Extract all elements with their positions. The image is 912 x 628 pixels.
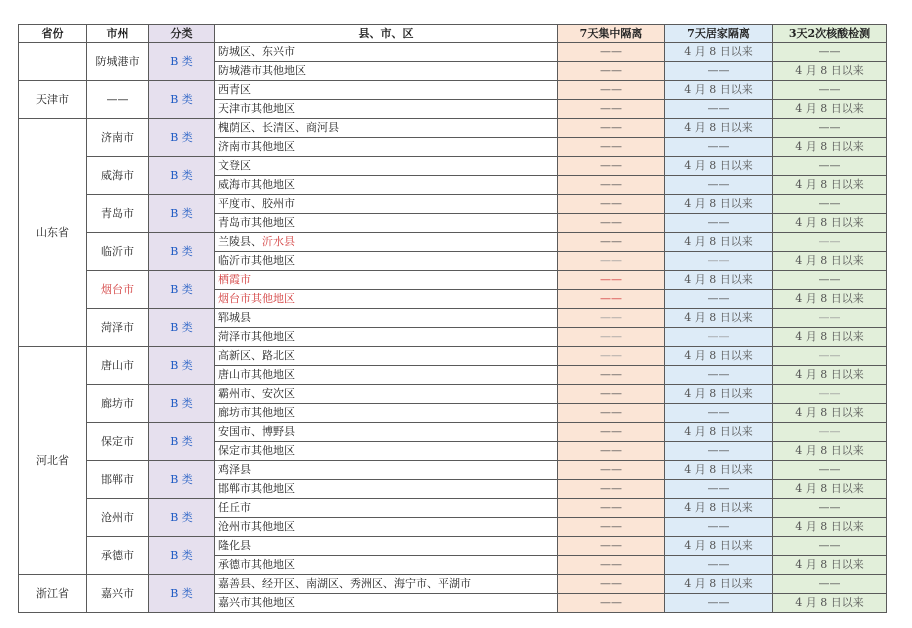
city-cell: 威海市	[87, 157, 149, 195]
area-cell: 保定市其他地区	[215, 442, 558, 461]
area-cell: 临沂市其他地区	[215, 252, 558, 271]
central-quarantine-cell: ——	[558, 556, 665, 575]
category-cell: B 类	[149, 309, 215, 347]
nucleic-test-cell: ——	[773, 575, 887, 594]
nucleic-test-cell: 4 月 8 日以来	[773, 556, 887, 575]
area-cell: 嘉善县、经开区、南湖区、秀洲区、海宁市、平湖市	[215, 575, 558, 594]
category-cell: B 类	[149, 271, 215, 309]
home-quarantine-cell: ——	[665, 404, 773, 423]
central-quarantine-cell: ——	[558, 347, 665, 366]
central-quarantine-cell: ——	[558, 271, 665, 290]
home-quarantine-cell: ——	[665, 62, 773, 81]
category-cell: B 类	[149, 423, 215, 461]
home-quarantine-cell: ——	[665, 556, 773, 575]
central-quarantine-cell: ——	[558, 214, 665, 233]
area-cell: 防城港市其他地区	[215, 62, 558, 81]
header-area: 县、市、区	[215, 25, 558, 43]
city-cell: 唐山市	[87, 347, 149, 385]
table-row	[19, 461, 887, 480]
area-cell: 霸州市、安次区	[215, 385, 558, 404]
nucleic-test-cell: 4 月 8 日以来	[773, 328, 887, 347]
province-cell	[19, 43, 87, 81]
province-cell: 山东省	[19, 119, 87, 347]
central-quarantine-cell: ——	[558, 233, 665, 252]
city-cell: 邯郸市	[87, 461, 149, 499]
province-cell: 天津市	[19, 81, 87, 119]
area-cell: 任丘市	[215, 499, 558, 518]
nucleic-test-cell: 4 月 8 日以来	[773, 138, 887, 157]
nucleic-test-cell: ——	[773, 43, 887, 62]
table-row	[19, 233, 887, 252]
home-quarantine-cell: 4 月 8 日以来	[665, 43, 773, 62]
nucleic-test-cell: 4 月 8 日以来	[773, 214, 887, 233]
city-cell: 嘉兴市	[87, 575, 149, 613]
table-row	[19, 81, 887, 100]
nucleic-test-cell: ——	[773, 499, 887, 518]
table-row	[19, 575, 887, 594]
home-quarantine-cell: 4 月 8 日以来	[665, 575, 773, 594]
nucleic-test-cell: ——	[773, 347, 887, 366]
home-quarantine-cell: ——	[665, 100, 773, 119]
central-quarantine-cell: ——	[558, 100, 665, 119]
central-quarantine-cell: ——	[558, 119, 665, 138]
table-row	[19, 385, 887, 404]
header-nucleic-test: 3天2次核酸检测	[773, 25, 887, 43]
table-row	[19, 347, 887, 366]
nucleic-test-cell: 4 月 8 日以来	[773, 290, 887, 309]
nucleic-test-cell: ——	[773, 537, 887, 556]
nucleic-test-cell: ——	[773, 309, 887, 328]
area-cell: 文登区	[215, 157, 558, 176]
central-quarantine-cell: ——	[558, 480, 665, 499]
central-quarantine-cell: ——	[558, 195, 665, 214]
province-cell: 浙江省	[19, 575, 87, 613]
area-cell: 平度市、胶州市	[215, 195, 558, 214]
nucleic-test-cell: ——	[773, 423, 887, 442]
nucleic-test-cell: 4 月 8 日以来	[773, 480, 887, 499]
header-province: 省份	[19, 25, 87, 43]
city-cell: 烟台市	[87, 271, 149, 309]
table-row	[19, 43, 887, 62]
category-cell: B 类	[149, 119, 215, 157]
nucleic-test-cell: ——	[773, 119, 887, 138]
nucleic-test-cell: 4 月 8 日以来	[773, 442, 887, 461]
home-quarantine-cell: 4 月 8 日以来	[665, 119, 773, 138]
central-quarantine-cell: ——	[558, 157, 665, 176]
area-cell: 隆化县	[215, 537, 558, 556]
central-quarantine-cell: ——	[558, 366, 665, 385]
area-cell: 防城区、东兴市	[215, 43, 558, 62]
table-row	[19, 119, 887, 138]
central-quarantine-cell: ——	[558, 461, 665, 480]
home-quarantine-cell: 4 月 8 日以来	[665, 271, 773, 290]
central-quarantine-cell: ——	[558, 252, 665, 271]
area-cell: 烟台市其他地区	[215, 290, 558, 309]
table-row	[19, 423, 887, 442]
area-cell: 威海市其他地区	[215, 176, 558, 195]
header-category: 分类	[149, 25, 215, 43]
area-cell: 邯郸市其他地区	[215, 480, 558, 499]
city-cell: 防城港市	[87, 43, 149, 81]
nucleic-test-cell: 4 月 8 日以来	[773, 62, 887, 81]
central-quarantine-cell: ——	[558, 81, 665, 100]
home-quarantine-cell: 4 月 8 日以来	[665, 233, 773, 252]
home-quarantine-cell: 4 月 8 日以来	[665, 81, 773, 100]
central-quarantine-cell: ——	[558, 290, 665, 309]
category-cell: B 类	[149, 537, 215, 575]
central-quarantine-cell: ——	[558, 385, 665, 404]
city-cell: 菏泽市	[87, 309, 149, 347]
central-quarantine-cell: ——	[558, 575, 665, 594]
central-quarantine-cell: ——	[558, 328, 665, 347]
nucleic-test-cell: ——	[773, 233, 887, 252]
area-cell: 承德市其他地区	[215, 556, 558, 575]
province-cell: 河北省	[19, 347, 87, 575]
home-quarantine-cell: ——	[665, 480, 773, 499]
central-quarantine-cell: ——	[558, 309, 665, 328]
nucleic-test-cell: 4 月 8 日以来	[773, 366, 887, 385]
home-quarantine-cell: ——	[665, 594, 773, 613]
area-cell: 郓城县	[215, 309, 558, 328]
home-quarantine-cell: 4 月 8 日以来	[665, 499, 773, 518]
central-quarantine-cell: ——	[558, 62, 665, 81]
city-cell: 沧州市	[87, 499, 149, 537]
header-row	[19, 25, 887, 43]
central-quarantine-cell: ——	[558, 499, 665, 518]
category-cell: B 类	[149, 157, 215, 195]
category-cell: B 类	[149, 233, 215, 271]
risk-area-table-wrapper	[18, 24, 887, 613]
area-cell: 槐荫区、长清区、商河县	[215, 119, 558, 138]
category-cell: B 类	[149, 81, 215, 119]
nucleic-test-cell: ——	[773, 385, 887, 404]
city-cell: 青岛市	[87, 195, 149, 233]
home-quarantine-cell: ——	[665, 214, 773, 233]
area-cell: 嘉兴市其他地区	[215, 594, 558, 613]
central-quarantine-cell: ——	[558, 442, 665, 461]
area-cell: 菏泽市其他地区	[215, 328, 558, 347]
table-row	[19, 157, 887, 176]
central-quarantine-cell: ——	[558, 518, 665, 537]
central-quarantine-cell: ——	[558, 43, 665, 62]
central-quarantine-cell: ——	[558, 594, 665, 613]
home-quarantine-cell: 4 月 8 日以来	[665, 461, 773, 480]
home-quarantine-cell: ——	[665, 518, 773, 537]
category-cell: B 类	[149, 499, 215, 537]
area-cell	[215, 233, 558, 252]
central-quarantine-cell: ——	[558, 537, 665, 556]
category-cell: B 类	[149, 347, 215, 385]
home-quarantine-cell: 4 月 8 日以来	[665, 195, 773, 214]
nucleic-test-cell: ——	[773, 81, 887, 100]
home-quarantine-cell: ——	[665, 176, 773, 195]
area-cell: 鸡泽县	[215, 461, 558, 480]
area-cell: 唐山市其他地区	[215, 366, 558, 385]
city-cell: 廊坊市	[87, 385, 149, 423]
nucleic-test-cell: 4 月 8 日以来	[773, 404, 887, 423]
central-quarantine-cell: ——	[558, 176, 665, 195]
table-row	[19, 309, 887, 328]
nucleic-test-cell: ——	[773, 157, 887, 176]
nucleic-test-cell: ——	[773, 461, 887, 480]
home-quarantine-cell: ——	[665, 366, 773, 385]
city-cell: 保定市	[87, 423, 149, 461]
area-cell: 沧州市其他地区	[215, 518, 558, 537]
home-quarantine-cell: ——	[665, 442, 773, 461]
nucleic-test-cell: 4 月 8 日以来	[773, 252, 887, 271]
central-quarantine-cell: ——	[558, 404, 665, 423]
home-quarantine-cell: ——	[665, 138, 773, 157]
nucleic-test-cell: 4 月 8 日以来	[773, 176, 887, 195]
area-cell: 青岛市其他地区	[215, 214, 558, 233]
nucleic-test-cell: 4 月 8 日以来	[773, 100, 887, 119]
table-row	[19, 537, 887, 556]
header-city: 市州	[87, 25, 149, 43]
city-cell: 承德市	[87, 537, 149, 575]
area-text: 兰陵县、	[218, 235, 262, 248]
table-row	[19, 195, 887, 214]
category-cell: B 类	[149, 461, 215, 499]
home-quarantine-cell: 4 月 8 日以来	[665, 157, 773, 176]
category-cell: B 类	[149, 385, 215, 423]
area-cell: 廊坊市其他地区	[215, 404, 558, 423]
home-quarantine-cell: 4 月 8 日以来	[665, 385, 773, 404]
nucleic-test-cell: 4 月 8 日以来	[773, 594, 887, 613]
home-quarantine-cell: 4 月 8 日以来	[665, 423, 773, 442]
home-quarantine-cell: ——	[665, 290, 773, 309]
home-quarantine-cell: 4 月 8 日以来	[665, 537, 773, 556]
city-cell: 临沂市	[87, 233, 149, 271]
highlighted-area-text: 沂水县	[262, 235, 295, 248]
city-cell: ——	[87, 81, 149, 119]
home-quarantine-cell: ——	[665, 328, 773, 347]
area-cell: 安国市、博野县	[215, 423, 558, 442]
home-quarantine-cell: 4 月 8 日以来	[665, 309, 773, 328]
nucleic-test-cell: ——	[773, 271, 887, 290]
header-home-quarantine: 7天居家隔离	[665, 25, 773, 43]
central-quarantine-cell: ——	[558, 138, 665, 157]
area-cell: 高新区、路北区	[215, 347, 558, 366]
table-row	[19, 499, 887, 518]
nucleic-test-cell: ——	[773, 195, 887, 214]
area-cell: 西青区	[215, 81, 558, 100]
category-cell: B 类	[149, 195, 215, 233]
category-cell: B 类	[149, 575, 215, 613]
table-row	[19, 271, 887, 290]
city-cell: 济南市	[87, 119, 149, 157]
area-cell: 天津市其他地区	[215, 100, 558, 119]
risk-area-table	[18, 24, 887, 613]
header-central-quarantine: 7天集中隔离	[558, 25, 665, 43]
area-cell: 济南市其他地区	[215, 138, 558, 157]
central-quarantine-cell: ——	[558, 423, 665, 442]
home-quarantine-cell: 4 月 8 日以来	[665, 347, 773, 366]
nucleic-test-cell: 4 月 8 日以来	[773, 518, 887, 537]
home-quarantine-cell: ——	[665, 252, 773, 271]
category-cell: B 类	[149, 43, 215, 81]
area-cell: 栖霞市	[215, 271, 558, 290]
